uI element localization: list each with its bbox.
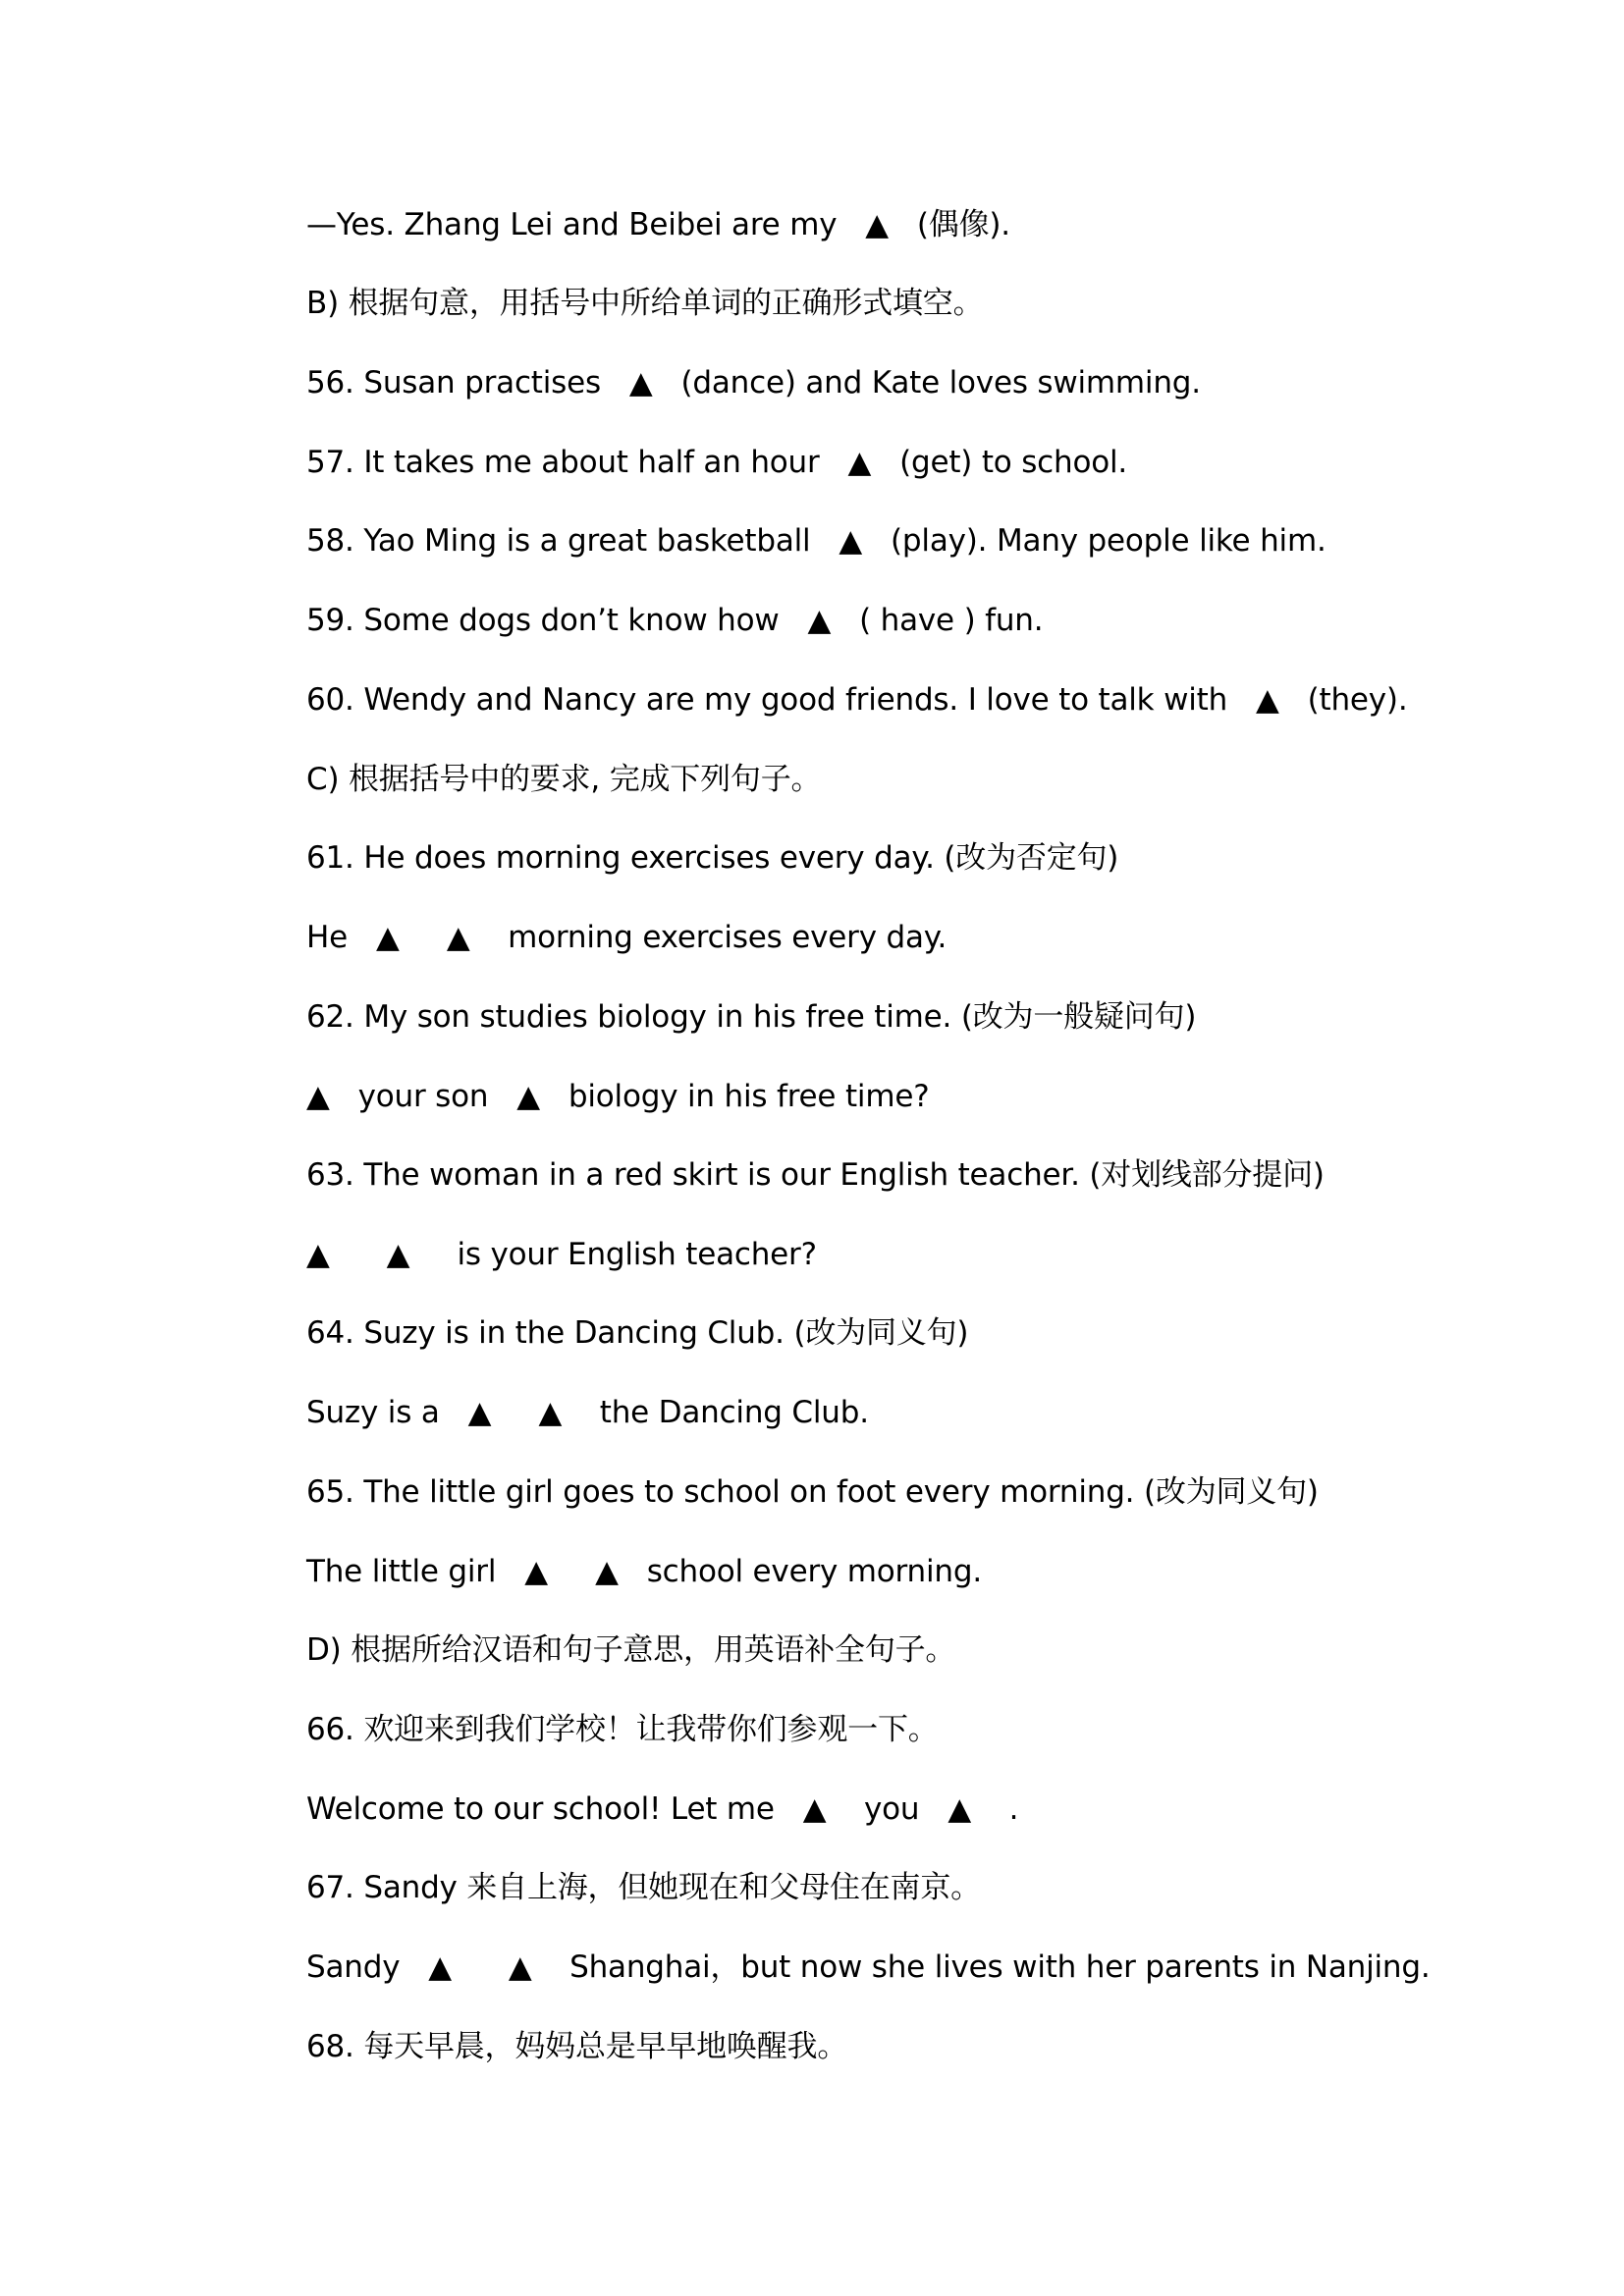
question-67: 67. Sandy 来自上海，但她现在和父母住在南京。	[306, 1870, 981, 1905]
question-61-answer-line: He ▲ ▲ morning exercises every day.	[306, 920, 947, 955]
question-63-answer-line: ▲ ▲ is your English teacher?	[306, 1237, 817, 1272]
question-63: 63. The woman in a red skirt is our English teacher. (对划线部分提问)	[306, 1157, 1325, 1193]
question-65-answer-line: The little girl ▲ ▲ school every morning.	[306, 1554, 982, 1589]
question-60: 60. Wendy and Nancy are my good friends. I love to talk with ▲ (they).	[306, 682, 1408, 718]
section-b-heading: B) 根据句意，用括号中所给单词的正确形式填空。	[306, 286, 984, 321]
question-61: 61. He does morning exercises every day. (改为否定句)	[306, 840, 1119, 876]
question-58: 58. Yao Ming is a great basketball ▲ (play). Many people like him.	[306, 523, 1326, 559]
question-59: 59. Some dogs don’t know how ▲ ( have ) fun.	[306, 603, 1044, 638]
question-56: 56. Susan practises ▲ (dance) and Kate loves swimming.	[306, 365, 1201, 400]
question-57: 57. It takes me about half an hour ▲ (get) to school.	[306, 445, 1128, 480]
question-64: 64. Suzy is in the Dancing Club. (改为同义句)	[306, 1315, 969, 1351]
question-66-answer-line: Welcome to our school! Let me ▲ you ▲ .	[306, 1791, 1019, 1827]
section-c-heading: C) 根据括号中的要求, 完成下列句子。	[306, 762, 822, 797]
question-67-answer-line: Sandy ▲ ▲ Shanghai，but now she lives with her parents in Nanjing.	[306, 1949, 1431, 1985]
idol-answer-line: —Yes. Zhang Lei and Beibei are my ▲ (偶像).	[306, 207, 1010, 242]
question-62: 62. My son studies biology in his free time. (改为一般疑问句)	[306, 999, 1197, 1035]
question-64-answer-line: Suzy is a ▲ ▲ the Dancing Club.	[306, 1395, 869, 1430]
question-66: 66. 欢迎来到我们学校！让我带你们参观一下。	[306, 1712, 939, 1747]
question-65: 65. The little girl goes to school on foot every morning. (改为同义句)	[306, 1474, 1319, 1510]
section-d-heading: D) 根据所给汉语和句子意思，用英语补全句子。	[306, 1632, 956, 1668]
question-62-answer-line: ▲ your son ▲ biology in his free time?	[306, 1079, 930, 1114]
question-68: 68. 每天早晨，妈妈总是早早地唤醒我。	[306, 2029, 848, 2064]
